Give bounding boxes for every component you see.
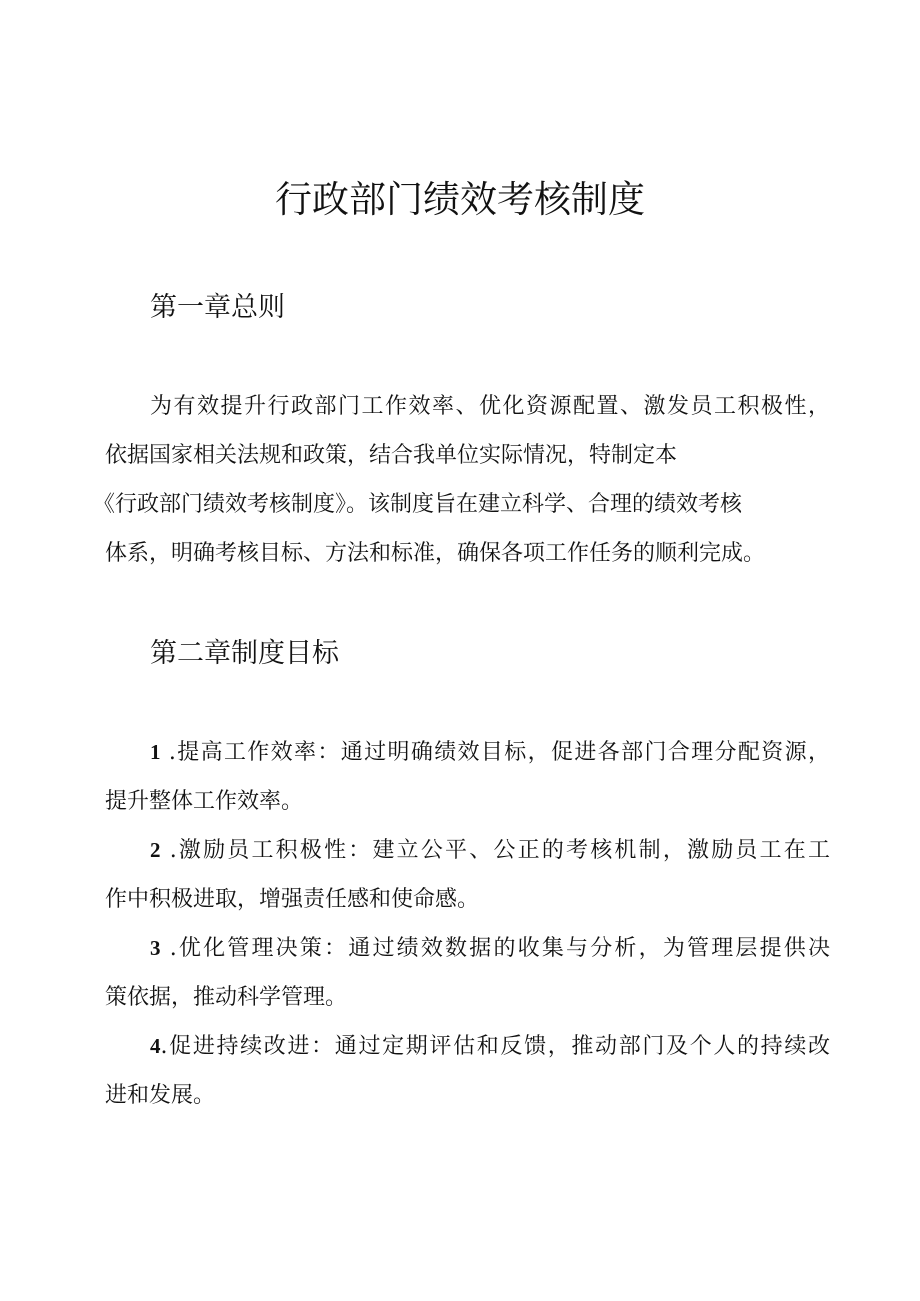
- document-title: 行政部门绩效考核制度: [275, 178, 645, 221]
- goal-item-line: [105, 728, 830, 777]
- goal-item-number: 1: [150, 740, 161, 764]
- goal-item-line: 提升整体工作效率。: [105, 789, 304, 814]
- goal-item-line: 作中积极进取，增强责任感和使命感。: [105, 887, 480, 912]
- goal-item-line: [105, 924, 830, 973]
- goal-item-line: [105, 826, 830, 875]
- goal-item-text: .激励员工积极性：建立公平、公正的考核机制，激励员工在工: [169, 838, 830, 863]
- chapter-1-heading: 第一章总则: [150, 292, 285, 323]
- chapter-1-paragraph: [93, 382, 830, 578]
- goal-item-line: 进和发展。: [105, 1083, 216, 1108]
- paragraph-line: 体系，明确考核目标、方法和标准，确保各项工作任务的顺利完成。: [105, 541, 766, 566]
- goal-item-text: .优化管理决策：通过绩效数据的收集与分析，为管理层提供决: [169, 936, 830, 961]
- goal-item-text: .提高工作效率：通过明确绩效目标，促进各部门合理分配资源，: [168, 740, 830, 765]
- paragraph-line: 依据国家相关法规和政策，结合我单位实际情况，特制定本: [105, 443, 678, 468]
- goal-item-4: [105, 1022, 830, 1120]
- paragraph-line: 《行政部门绩效考核制度》。该制度旨在建立科学、合理的绩效考核: [93, 492, 743, 517]
- goal-item-line: [105, 1022, 830, 1071]
- goal-item-1: [105, 728, 830, 826]
- goal-item-number: 2: [150, 838, 161, 862]
- chapter-2-heading: 第二章制度目标: [150, 638, 339, 669]
- paragraph-line: 为有效提升行政部门工作效率、优化资源配置、激发员工积极性，: [150, 394, 830, 419]
- goal-item-3: [105, 924, 830, 1022]
- goal-item-number: 3: [150, 936, 161, 960]
- goal-item-2: [105, 826, 830, 924]
- goal-item-number: 4: [150, 1034, 161, 1058]
- goal-item-line: 策依据，推动科学管理。: [105, 985, 348, 1010]
- goal-item-text: .促进持续改进：通过定期评估和反馈，推动部门及个人的持续改: [160, 1034, 830, 1059]
